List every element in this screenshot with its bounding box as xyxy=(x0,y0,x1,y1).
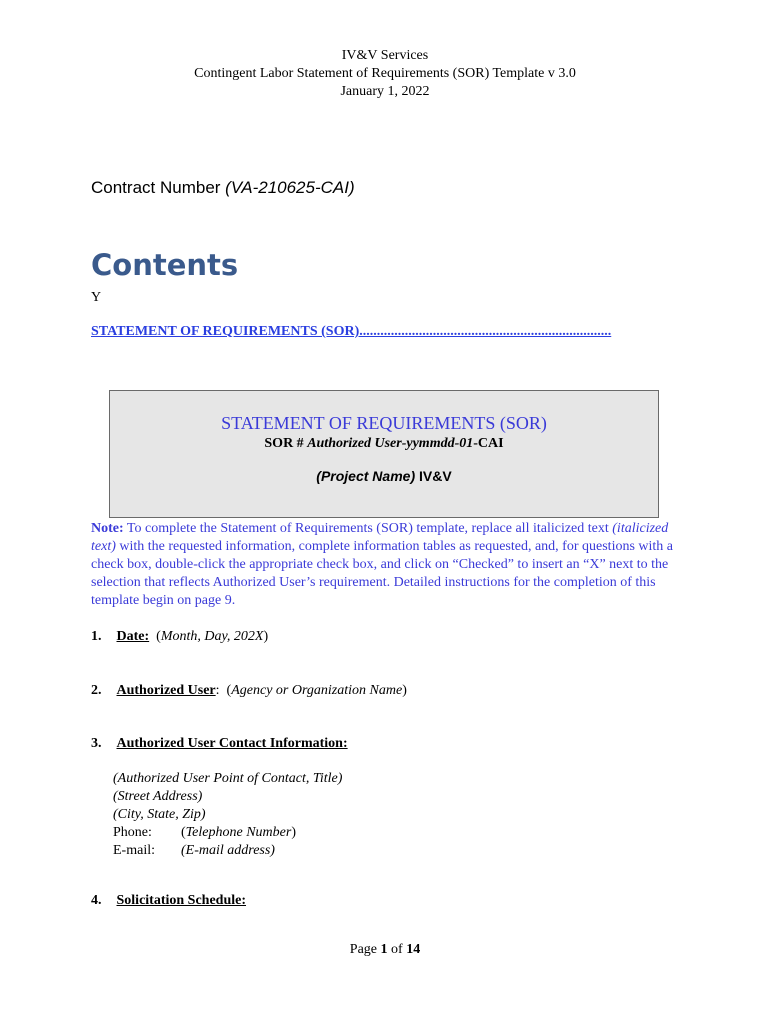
item-colon: : xyxy=(215,683,220,698)
instruction-note xyxy=(91,520,681,610)
sor-suffix: -CAI xyxy=(473,436,504,451)
header-template-title: Contingent Labor Statement of Requirements (SOR) Template v 3.0 xyxy=(194,66,576,81)
item-label: Date: xyxy=(116,629,150,644)
item-solicitation-schedule xyxy=(91,893,246,909)
project-suffix: IV&V xyxy=(415,468,452,484)
sor-number xyxy=(110,436,658,452)
sor-title-box xyxy=(109,390,659,518)
item-value: Agency or Organization Name xyxy=(231,683,403,698)
header-date: January 1, 2022 xyxy=(340,84,430,99)
contract-number-value: (VA-210625-CAI) xyxy=(225,178,355,197)
page-footer xyxy=(0,942,770,958)
item-label: Authorized User xyxy=(116,683,216,698)
item-value: Month, Day, 202X xyxy=(160,629,264,644)
phone-label: Phone: xyxy=(113,825,152,840)
contact-city: (City, State, Zip) xyxy=(113,807,206,822)
email-value: (E-mail address) xyxy=(181,843,275,858)
item-number: 2. xyxy=(91,683,102,698)
item-date: 1. Date: (Month, Day, 202X) xyxy=(91,629,269,644)
note-label: Note: xyxy=(91,521,124,536)
page-word: Page xyxy=(349,942,381,957)
contact-street: (Street Address) xyxy=(113,789,203,804)
box-title: STATEMENT OF REQUIREMENTS (SOR) xyxy=(221,413,547,433)
project-italic: (Project Name) xyxy=(316,468,416,484)
phone-value: Telephone Number xyxy=(185,825,292,840)
of-word: of xyxy=(387,942,407,957)
project-name xyxy=(110,468,658,484)
contract-number-label: Contract Number xyxy=(91,178,221,197)
note-text-2: with the requested information, complete information tables as requested, and, for questions with a check box, double-click the appropriate check box, and click on “Checked” to insert an “X” next to the selection that reflects Authorized User’s requirement. Detailed instructions for the completion of this template begin on page 9. xyxy=(91,539,674,608)
item-number: 4. xyxy=(91,893,102,908)
header-org: IV&V Services xyxy=(341,48,429,63)
item-number: 1. xyxy=(91,629,102,644)
contact-poc: (Authorized User Point of Contact, Title) xyxy=(113,771,343,786)
email-label: E-mail: xyxy=(113,843,155,858)
item-authorized-user: 2. Authorized User: (Agency or Organization Name) xyxy=(91,683,407,698)
contract-number xyxy=(91,178,355,198)
note-italic: (italicized text) xyxy=(91,521,669,554)
item-label: Solicitation Schedule: xyxy=(116,893,247,908)
note-text-1: To complete the Statement of Requirements (SOR) template, replace all italicized text xyxy=(123,521,613,536)
contents-heading: Contents xyxy=(91,248,239,282)
toc-link-sor[interactable]: STATEMENT OF REQUIREMENTS (SOR)........................................................................ xyxy=(91,324,612,339)
sor-italic: Authorized User-yymmdd-01 xyxy=(307,436,474,451)
page-total: 14 xyxy=(406,942,421,957)
item-contact-info xyxy=(91,736,348,752)
item-label: Authorized User Contact Information: xyxy=(116,736,348,751)
contact-block: (Authorized User Point of Contact, Title) (Street Address) (City, State, Zip) Phone: (Telephone Number) E-mail: (E-mail address) xyxy=(113,771,343,858)
page-number: 1 xyxy=(380,942,388,957)
stray-letter: Y xyxy=(91,290,102,305)
sor-prefix: SOR # xyxy=(264,436,308,451)
item-number: 3. xyxy=(91,736,102,751)
